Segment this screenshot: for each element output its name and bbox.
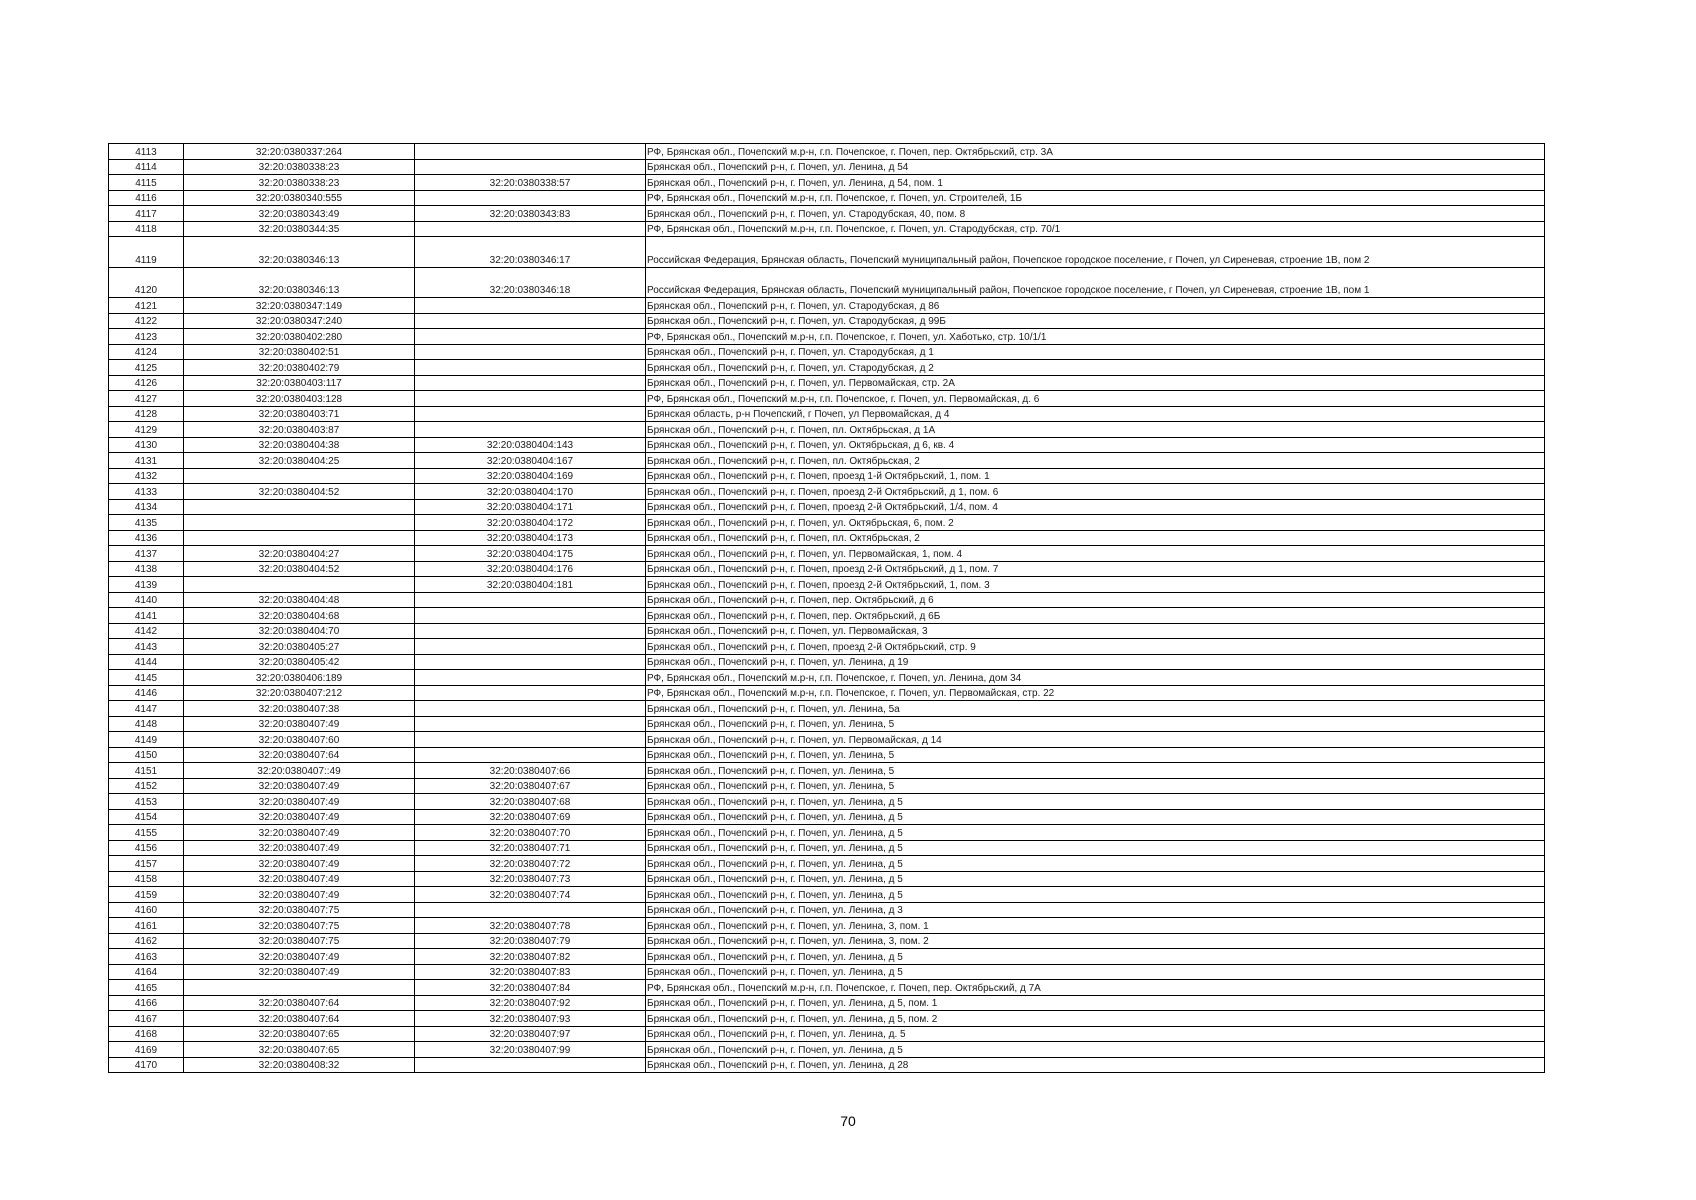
cadastral-number-cell: 32:20:0380338:23 [184,175,415,191]
cadastral-number-cell: 32:20:0380402:79 [184,360,415,376]
related-cadastral-number-cell: 32:20:0380404:176 [415,561,646,577]
address-cell: Брянская обл., Почепский р-н, г. Почеп, ул. Ленина, д 5 [646,964,1545,980]
address-cell: Брянская обл., Почепский р-н, г. Почеп, проезд 2-й Октябрьский, 1, пом. 3 [646,577,1545,593]
row-number-cell: 4166 [109,995,184,1011]
table-row [109,344,1545,360]
cadastral-number-cell: 32:20:0380403:117 [184,375,415,391]
cadastral-number-cell: 32:20:0380407:64 [184,1011,415,1027]
table-row [109,654,1545,670]
address-cell: Брянская обл., Почепский р-н, г. Почеп, ул. Ленина, 5 [646,763,1545,779]
row-number-cell: 4131 [109,453,184,469]
related-cadastral-number-cell [415,406,646,422]
row-number-cell: 4165 [109,980,184,996]
related-cadastral-number-cell [415,144,646,160]
address-cell: РФ, Брянская обл., Почепский м.р-н, г.п. Почепское, г. Почеп, ул. Первомайская, стр. 22 [646,685,1545,701]
related-cadastral-number-cell: 32:20:0380346:17 [415,237,646,268]
related-cadastral-number-cell: 32:20:0380346:18 [415,267,646,298]
address-cell: Брянская обл., Почепский р-н, г. Почеп, пер. Октябрьский, д 6 [646,592,1545,608]
related-cadastral-number-cell: 32:20:0380407:72 [415,856,646,872]
cadastral-number-cell: 32:20:0380407:65 [184,1042,415,1058]
row-number-cell: 4138 [109,561,184,577]
table-row [109,856,1545,872]
table-row [109,375,1545,391]
related-cadastral-number-cell: 32:20:0380407:97 [415,1026,646,1042]
registry-table [108,143,1545,1073]
related-cadastral-number-cell [415,1057,646,1073]
row-number-cell: 4146 [109,685,184,701]
table-row [109,778,1545,794]
cadastral-number-cell: 32:20:0380344:35 [184,221,415,237]
address-cell: Брянская обл., Почепский р-н, г. Почеп, ул. Ленина, 3, пом. 1 [646,918,1545,934]
address-cell: Брянская обл., Почепский р-н, г. Почеп, проезд 2-й Октябрьский, д 1, пом. 6 [646,484,1545,500]
row-number-cell: 4151 [109,763,184,779]
cadastral-number-cell: 32:20:0380407:64 [184,747,415,763]
related-cadastral-number-cell [415,623,646,639]
cadastral-number-cell: 32:20:0380405:27 [184,639,415,655]
related-cadastral-number-cell [415,190,646,206]
related-cadastral-number-cell [415,221,646,237]
cadastral-number-cell: 32:20:0380404:48 [184,592,415,608]
cadastral-number-cell: 32:20:0380407:49 [184,716,415,732]
table-row [109,329,1545,345]
table-row [109,453,1545,469]
cadastral-number-cell: 32:20:0380407:75 [184,933,415,949]
table-row [109,406,1545,422]
related-cadastral-number-cell [415,685,646,701]
row-number-cell: 4150 [109,747,184,763]
address-cell: Брянская обл., Почепский р-н, г. Почеп, ул. Ленина, д 5 [646,809,1545,825]
related-cadastral-number-cell: 32:20:0380404:170 [415,484,646,500]
cadastral-number-cell [184,980,415,996]
address-cell: Брянская обл., Почепский р-н, г. Почеп, ул. Ленина, д 28 [646,1057,1545,1073]
address-cell: Брянская обл., Почепский р-н, г. Почеп, ул. Ленина, д 5, пом. 1 [646,995,1545,1011]
row-number-cell: 4141 [109,608,184,624]
address-cell: Брянская обл., Почепский р-н, г. Почеп, ул. Ленина, д 5 [646,825,1545,841]
address-cell: Брянская обл., Почепский р-н, г. Почеп, ул. Ленина, 5 [646,747,1545,763]
related-cadastral-number-cell [415,159,646,175]
cadastral-number-cell: 32:20:0380404:52 [184,484,415,500]
address-cell: Брянская обл., Почепский р-н, г. Почеп, проезд 2-й Октябрьский, д 1, пом. 7 [646,561,1545,577]
table-row [109,360,1545,376]
cadastral-number-cell: 32:20:0380403:71 [184,406,415,422]
table-row [109,267,1545,298]
related-cadastral-number-cell [415,608,646,624]
row-number-cell: 4119 [109,237,184,268]
cadastral-number-cell: 32:20:0380347:240 [184,313,415,329]
address-cell: РФ, Брянская обл., Почепский м.р-н, г.п. Почепское, г. Почеп, пер. Октябрьский, стр. 3А [646,144,1545,160]
related-cadastral-number-cell: 32:20:0380407:71 [415,840,646,856]
address-cell: Брянская обл., Почепский р-н, г. Почеп, ул. Ленина, д 3 [646,902,1545,918]
address-cell: Брянская обл., Почепский р-н, г. Почеп, ул. Ленина, д 5 [646,1042,1545,1058]
cadastral-number-cell: 32:20:0380404:25 [184,453,415,469]
related-cadastral-number-cell: 32:20:0380407:82 [415,949,646,965]
cadastral-number-cell: 32:20:0380407:64 [184,995,415,1011]
related-cadastral-number-cell: 32:20:0380407:79 [415,933,646,949]
address-cell: РФ, Брянская обл., Почепский м.р-н, г.п. Почепское, г. Почеп, ул. Ленина, дом 34 [646,670,1545,686]
table-row [109,809,1545,825]
table-row [109,561,1545,577]
row-number-cell: 4139 [109,577,184,593]
cadastral-number-cell: 32:20:0380408:32 [184,1057,415,1073]
cadastral-number-cell: 32:20:0380404:68 [184,608,415,624]
address-cell: Российская Федерация, Брянская область, Почепский муниципальный район, Почепское городское поселение, г Почеп, ул Сиреневая, строение 1В, пом 1 [646,267,1545,298]
table-row [109,949,1545,965]
address-cell: РФ, Брянская обл., Почепский м.р-н, г.п. Почепское, г. Почеп, ул. Строителей, 1Б [646,190,1545,206]
related-cadastral-number-cell: 32:20:0380404:175 [415,546,646,562]
cadastral-number-cell: 32:20:0380404:52 [184,561,415,577]
row-number-cell: 4152 [109,778,184,794]
row-number-cell: 4115 [109,175,184,191]
row-number-cell: 4168 [109,1026,184,1042]
cadastral-number-cell [184,515,415,531]
address-cell: Брянская обл., Почепский р-н, г. Почеп, пл. Октябрьская, д 1А [646,422,1545,438]
row-number-cell: 4158 [109,871,184,887]
related-cadastral-number-cell: 32:20:0380407:68 [415,794,646,810]
related-cadastral-number-cell: 32:20:0380407:92 [415,995,646,1011]
related-cadastral-number-cell [415,375,646,391]
related-cadastral-number-cell: 32:20:0380404:143 [415,437,646,453]
address-cell: Брянская обл., Почепский р-н, г. Почеп, ул. Ленина, д 5 [646,856,1545,872]
cadastral-number-cell: 32:20:0380404:70 [184,623,415,639]
table-row [109,639,1545,655]
address-cell: Брянская обл., Почепский р-н, г. Почеп, ул. Первомайская, 3 [646,623,1545,639]
address-cell: Брянская обл., Почепский р-н, г. Почеп, ул. Ленина, д 5 [646,949,1545,965]
related-cadastral-number-cell: 32:20:0380407:99 [415,1042,646,1058]
row-number-cell: 4155 [109,825,184,841]
table-row [109,592,1545,608]
table-row [109,933,1545,949]
row-number-cell: 4122 [109,313,184,329]
address-cell: РФ, Брянская обл., Почепский м.р-н, г.п. Почепское, г. Почеп, пер. Октябрьский, д 7А [646,980,1545,996]
related-cadastral-number-cell: 32:20:0380404:181 [415,577,646,593]
cadastral-number-cell: 32:20:0380407:49 [184,887,415,903]
address-cell: Брянская обл., Почепский р-н, г. Почеп, ул. Ленина, д 54, пом. 1 [646,175,1545,191]
row-number-cell: 4156 [109,840,184,856]
table-row [109,221,1545,237]
table-row [109,825,1545,841]
address-cell: Брянская обл., Почепский р-н, г. Почеп, ул. Первомайская, 1, пом. 4 [646,546,1545,562]
row-number-cell: 4116 [109,190,184,206]
row-number-cell: 4159 [109,887,184,903]
cadastral-number-cell: 32:20:0380407:38 [184,701,415,717]
cadastral-number-cell: 32:20:0380404:27 [184,546,415,562]
row-number-cell: 4135 [109,515,184,531]
row-number-cell: 4118 [109,221,184,237]
table-row [109,391,1545,407]
table-row [109,1042,1545,1058]
address-cell: Российская Федерация, Брянская область, Почепский муниципальный район, Почепское городское поселение, г Почеп, ул Сиреневая, строение 1В, пом 2 [646,237,1545,268]
table-row [109,732,1545,748]
cadastral-number-cell: 32:20:0380407:49 [184,840,415,856]
row-number-cell: 4149 [109,732,184,748]
related-cadastral-number-cell [415,902,646,918]
address-cell: Брянская обл., Почепский р-н, г. Почеп, пл. Октябрьская, 2 [646,530,1545,546]
related-cadastral-number-cell [415,344,646,360]
cadastral-number-cell: 32:20:0380402:280 [184,329,415,345]
row-number-cell: 4134 [109,499,184,515]
related-cadastral-number-cell [415,747,646,763]
cadastral-number-cell: 32:20:0380407:49 [184,964,415,980]
cadastral-number-cell: 32:20:0380402:51 [184,344,415,360]
row-number-cell: 4164 [109,964,184,980]
row-number-cell: 4123 [109,329,184,345]
related-cadastral-number-cell [415,592,646,608]
cadastral-number-cell [184,577,415,593]
cadastral-number-cell: 32:20:0380403:87 [184,422,415,438]
table-row [109,918,1545,934]
table-row [109,298,1545,314]
cadastral-number-cell: 32:20:0380407::49 [184,763,415,779]
related-cadastral-number-cell: 32:20:0380404:172 [415,515,646,531]
address-cell: Брянская обл., Почепский р-н, г. Почеп, ул. Ленина, д 5 [646,794,1545,810]
row-number-cell: 4127 [109,391,184,407]
table-row [109,1011,1545,1027]
address-cell: Брянская обл., Почепский р-н, г. Почеп, ул. Ленина, д 5 [646,840,1545,856]
address-cell: Брянская обл., Почепский р-н, г. Почеп, ул. Октябрьская, 6, пом. 2 [646,515,1545,531]
table-row [109,530,1545,546]
cadastral-number-cell: 32:20:0380404:38 [184,437,415,453]
cadastral-number-cell [184,468,415,484]
address-cell: РФ, Брянская обл., Почепский м.р-н, г.п. Почепское, г. Почеп, ул. Первомайская, д. 6 [646,391,1545,407]
related-cadastral-number-cell: 32:20:0380407:84 [415,980,646,996]
table-row [109,546,1545,562]
cadastral-number-cell: 32:20:0380403:128 [184,391,415,407]
row-number-cell: 4169 [109,1042,184,1058]
related-cadastral-number-cell: 32:20:0380404:167 [415,453,646,469]
row-number-cell: 4147 [109,701,184,717]
table-row [109,623,1545,639]
related-cadastral-number-cell: 32:20:0380407:66 [415,763,646,779]
row-number-cell: 4161 [109,918,184,934]
address-cell: РФ, Брянская обл., Почепский м.р-н, г.п. Почепское, г. Почеп, ул. Стародубская, стр. 70/1 [646,221,1545,237]
table-row [109,577,1545,593]
row-number-cell: 4117 [109,206,184,222]
related-cadastral-number-cell: 32:20:0380407:73 [415,871,646,887]
table-row [109,144,1545,160]
address-cell: Брянская обл., Почепский р-н, г. Почеп, ул. Ленина, д 5, пом. 2 [646,1011,1545,1027]
row-number-cell: 4143 [109,639,184,655]
row-number-cell: 4170 [109,1057,184,1073]
table-row [109,794,1545,810]
cadastral-number-cell: 32:20:0380405:42 [184,654,415,670]
table-row [109,175,1545,191]
related-cadastral-number-cell [415,329,646,345]
cadastral-number-cell: 32:20:0380338:23 [184,159,415,175]
cadastral-number-cell: 32:20:0380407:212 [184,685,415,701]
address-cell: Брянская обл., Почепский р-н, г. Почеп, ул. Ленина, д 5 [646,887,1545,903]
cadastral-number-cell [184,530,415,546]
table-row [109,190,1545,206]
related-cadastral-number-cell [415,670,646,686]
address-cell: Брянская обл., Почепский р-н, г. Почеп, ул. Октябрьская, д 6, кв. 4 [646,437,1545,453]
table-row [109,1057,1545,1073]
address-cell: Брянская обл., Почепский р-н, г. Почеп, ул. Ленина, д 54 [646,159,1545,175]
cadastral-number-cell: 32:20:0380407:49 [184,825,415,841]
row-number-cell: 4157 [109,856,184,872]
address-cell: Брянская обл., Почепский р-н, г. Почеп, ул. Первомайская, д 14 [646,732,1545,748]
row-number-cell: 4129 [109,422,184,438]
row-number-cell: 4167 [109,1011,184,1027]
table-row [109,980,1545,996]
address-cell: Брянская обл., Почепский р-н, г. Почеп, ул. Ленина, д 5 [646,871,1545,887]
table-row [109,237,1545,268]
row-number-cell: 4140 [109,592,184,608]
cadastral-number-cell: 32:20:0380347:149 [184,298,415,314]
row-number-cell: 4114 [109,159,184,175]
address-cell: Брянская обл., Почепский р-н, г. Почеп, ул. Ленина, д 19 [646,654,1545,670]
address-cell: Брянская обл., Почепский р-н, г. Почеп, ул. Первомайская, стр. 2А [646,375,1545,391]
address-cell: Брянская обл., Почепский р-н, г. Почеп, пл. Октябрьская, 2 [646,453,1545,469]
row-number-cell: 4160 [109,902,184,918]
row-number-cell: 4125 [109,360,184,376]
table-row [109,716,1545,732]
table-row [109,902,1545,918]
related-cadastral-number-cell [415,639,646,655]
related-cadastral-number-cell: 32:20:0380404:171 [415,499,646,515]
table-row [109,840,1545,856]
related-cadastral-number-cell: 32:20:0380407:67 [415,778,646,794]
cadastral-number-cell: 32:20:0380407:49 [184,809,415,825]
address-cell: Брянская обл., Почепский р-н, г. Почеп, ул. Ленина, 5а [646,701,1545,717]
row-number-cell: 4113 [109,144,184,160]
address-cell: Брянская обл., Почепский р-н, г. Почеп, проезд 2-й Октябрьский, 1/4, пом. 4 [646,499,1545,515]
related-cadastral-number-cell: 32:20:0380407:93 [415,1011,646,1027]
address-cell: Брянская обл., Почепский р-н, г. Почеп, ул. Ленина, 5 [646,716,1545,732]
row-number-cell: 4133 [109,484,184,500]
row-number-cell: 4148 [109,716,184,732]
table-row [109,608,1545,624]
address-cell: Брянская обл., Почепский р-н, г. Почеп, проезд 1-й Октябрьский, 1, пом. 1 [646,468,1545,484]
related-cadastral-number-cell [415,701,646,717]
related-cadastral-number-cell [415,654,646,670]
related-cadastral-number-cell [415,422,646,438]
cadastral-number-cell [184,499,415,515]
address-cell: Брянская обл., Почепский р-н, г. Почеп, ул. Ленина, д. 5 [646,1026,1545,1042]
address-cell: Брянская область, р-н Почепский, г Почеп, ул Первомайская, д 4 [646,406,1545,422]
cadastral-number-cell: 32:20:0380407:60 [184,732,415,748]
row-number-cell: 4162 [109,933,184,949]
related-cadastral-number-cell [415,298,646,314]
row-number-cell: 4145 [109,670,184,686]
address-cell: Брянская обл., Почепский р-н, г. Почеп, пер. Октябрьский, д 6Б [646,608,1545,624]
table-row [109,871,1545,887]
table-row [109,995,1545,1011]
table-row [109,763,1545,779]
related-cadastral-number-cell [415,716,646,732]
row-number-cell: 4136 [109,530,184,546]
row-number-cell: 4137 [109,546,184,562]
related-cadastral-number-cell [415,313,646,329]
address-cell: Брянская обл., Почепский р-н, г. Почеп, ул. Стародубская, д 99Б [646,313,1545,329]
related-cadastral-number-cell: 32:20:0380407:78 [415,918,646,934]
row-number-cell: 4121 [109,298,184,314]
row-number-cell: 4153 [109,794,184,810]
table-row [109,484,1545,500]
cadastral-number-cell: 32:20:0380337:264 [184,144,415,160]
table-row [109,206,1545,222]
table-row [109,670,1545,686]
cadastral-number-cell: 32:20:0380407:49 [184,949,415,965]
cadastral-number-cell: 32:20:0380407:75 [184,902,415,918]
cadastral-number-cell: 32:20:0380407:49 [184,794,415,810]
cadastral-number-cell: 32:20:0380407:65 [184,1026,415,1042]
address-cell: РФ, Брянская обл., Почепский м.р-н, г.п. Почепское, г. Почеп, ул. Хаботько, стр. 10/1/1 [646,329,1545,345]
address-cell: Брянская обл., Почепский р-н, г. Почеп, ул. Ленина, 5 [646,778,1545,794]
cadastral-number-cell: 32:20:0380343:49 [184,206,415,222]
cadastral-number-cell: 32:20:0380407:49 [184,871,415,887]
table-row [109,887,1545,903]
table-row [109,747,1545,763]
table-body [109,144,1545,1073]
cadastral-number-cell: 32:20:0380407:49 [184,778,415,794]
related-cadastral-number-cell: 32:20:0380407:70 [415,825,646,841]
table-row [109,437,1545,453]
row-number-cell: 4128 [109,406,184,422]
address-cell: Брянская обл., Почепский р-н, г. Почеп, ул. Стародубская, д 2 [646,360,1545,376]
cadastral-number-cell: 32:20:0380346:13 [184,237,415,268]
address-cell: Брянская обл., Почепский р-н, г. Почеп, ул. Стародубская, д 1 [646,344,1545,360]
table-row [109,313,1545,329]
cadastral-number-cell: 32:20:0380346:13 [184,267,415,298]
table-row [109,515,1545,531]
cadastral-number-cell: 32:20:0380340:555 [184,190,415,206]
related-cadastral-number-cell: 32:20:0380338:57 [415,175,646,191]
row-number-cell: 4163 [109,949,184,965]
related-cadastral-number-cell: 32:20:0380407:69 [415,809,646,825]
table-row [109,499,1545,515]
address-cell: Брянская обл., Почепский р-н, г. Почеп, ул. Стародубская, д 86 [646,298,1545,314]
related-cadastral-number-cell: 32:20:0380404:173 [415,530,646,546]
cadastral-number-cell: 32:20:0380407:49 [184,856,415,872]
row-number-cell: 4144 [109,654,184,670]
related-cadastral-number-cell: 32:20:0380407:83 [415,964,646,980]
table-row [109,468,1545,484]
cadastral-number-cell: 32:20:0380406:189 [184,670,415,686]
row-number-cell: 4130 [109,437,184,453]
row-number-cell: 4120 [109,267,184,298]
table-row [109,685,1545,701]
table-row [109,701,1545,717]
related-cadastral-number-cell: 32:20:0380343:83 [415,206,646,222]
row-number-cell: 4154 [109,809,184,825]
address-cell: Брянская обл., Почепский р-н, г. Почеп, проезд 2-й Октябрьский, стр. 9 [646,639,1545,655]
page-number: 70 [840,1113,856,1129]
row-number-cell: 4132 [109,468,184,484]
cadastral-number-cell: 32:20:0380407:75 [184,918,415,934]
row-number-cell: 4142 [109,623,184,639]
related-cadastral-number-cell [415,360,646,376]
row-number-cell: 4126 [109,375,184,391]
related-cadastral-number-cell: 32:20:0380407:74 [415,887,646,903]
row-number-cell: 4124 [109,344,184,360]
related-cadastral-number-cell [415,732,646,748]
table-row [109,422,1545,438]
related-cadastral-number-cell: 32:20:0380404:169 [415,468,646,484]
table-row [109,1026,1545,1042]
table-row [109,159,1545,175]
address-cell: Брянская обл., Почепский р-н, г. Почеп, ул. Стародубская, 40, пом. 8 [646,206,1545,222]
table-row [109,964,1545,980]
related-cadastral-number-cell [415,391,646,407]
address-cell: Брянская обл., Почепский р-н, г. Почеп, ул. Ленина, 3, пом. 2 [646,933,1545,949]
